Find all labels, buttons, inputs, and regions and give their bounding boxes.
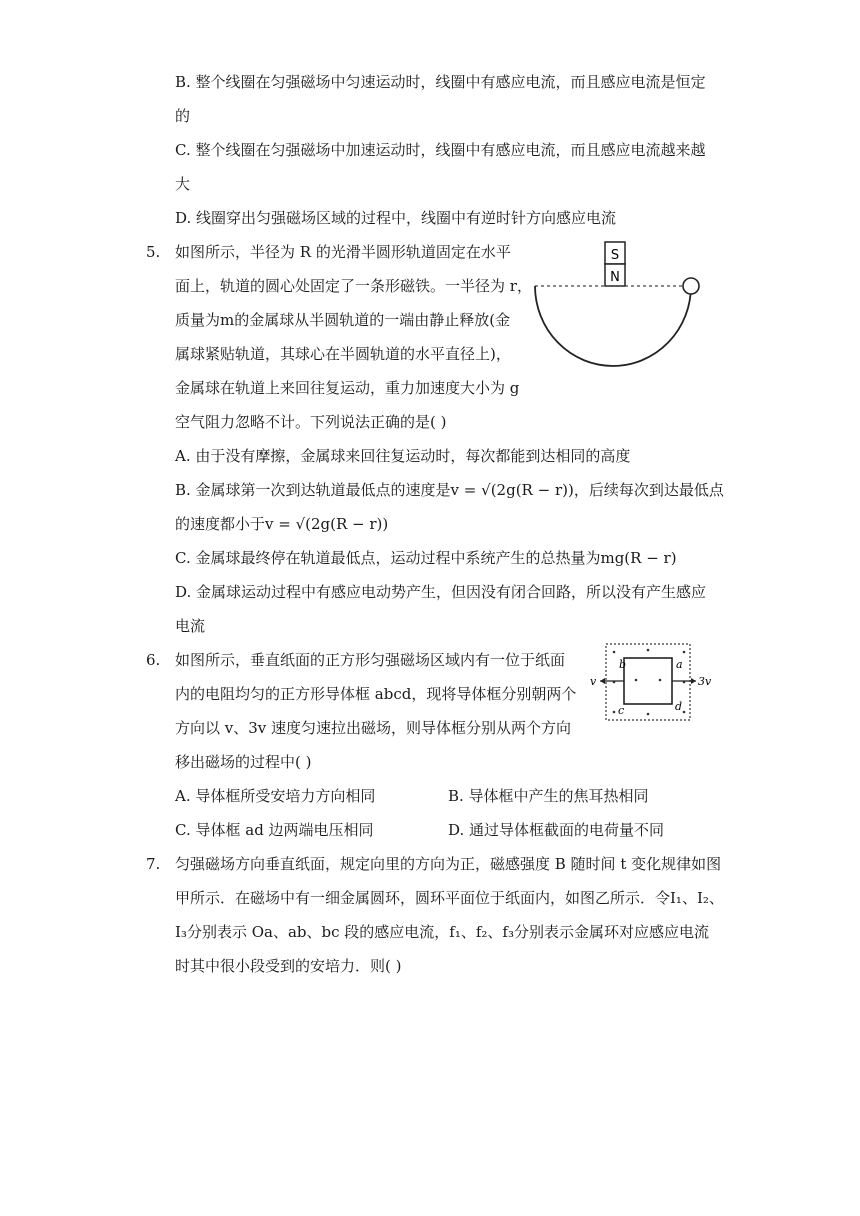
q6-stem-line-4: 移出磁场的过程中( ) — [175, 753, 312, 771]
q5-option-d-line2: 电流 — [175, 617, 206, 635]
magnet-s-label: S — [610, 248, 620, 263]
q5-track-figure — [525, 236, 715, 376]
q5-stem-line-3: 质量为m的金属球从半圆轨道的一端由静止释放(金 — [175, 311, 511, 329]
q5-option-d-line1: D. 金属球运动过程中有感应电动势产生，但因没有闭合回路，所以没有产生感应 — [175, 583, 707, 601]
q5-stem-line-1: 如图所示，半径为 R 的光滑半圆形轨道固定在水平 — [175, 243, 511, 261]
prev-option-b-line2: 的 — [175, 107, 191, 125]
frame-label-d: d — [675, 700, 683, 713]
left-speed-label: v — [590, 675, 597, 688]
q6-option-d: D. 通过导体框截面的电荷量不同 — [448, 821, 665, 839]
prev-option-c-line2: 大 — [175, 175, 191, 193]
prev-option-d: D. 线圈穿出匀强磁场区域的过程中，线圈中有逆时针方向感应电流 — [175, 209, 617, 227]
q5-stem-line-5: 金属球在轨道上来回往复运动，重力加速度大小为 g — [175, 379, 520, 397]
q5-stem-line-4: 属球紧贴轨道，其球心在半圆轨道的水平直径上)， — [175, 345, 511, 363]
prev-option-c-line1: C. 整个线圈在匀强磁场中加速运动时，线圈中有感应电流，而且感应电流越来越 — [175, 141, 706, 159]
magnet-n-label: N — [610, 270, 620, 285]
frame-label-b: b — [619, 658, 627, 671]
q7-stem-line-3: I₃分别表示 Oa、ab、bc 段的感应电流，f₁、f₂、f₃分别表示金属环对应感应电流 — [175, 923, 709, 941]
frame-label-a: a — [676, 658, 683, 671]
q5-option-a: A. 由于没有摩擦，金属球来回往复运动时，每次都能到达相同的高度 — [175, 447, 631, 465]
q6-stem-line-3: 方向以 v、3v 速度匀速拉出磁场，则导体框分别从两个方向 — [175, 719, 572, 737]
q7-stem-line-1: 匀强磁场方向垂直纸面，规定向里的方向为正，磁感强度 B 随时间 t 变化规律如图 — [175, 855, 722, 873]
q6-stem-line-2: 内的电阻均匀的正方形导体框 abcd，现将导体框分别朝两个 — [175, 685, 577, 703]
q7-stem-line-4: 时其中很小段受到的安培力．则( ) — [175, 957, 402, 975]
q5-option-c: C. 金属球最终停在轨道最低点，运动过程中系统产生的总热量为mg(R − r) — [175, 549, 677, 567]
prev-option-b-line1: B. 整个线圈在匀强磁场中匀速运动时，线圈中有感应电流，而且感应电流是恒定 — [175, 73, 706, 91]
frame-label-c: c — [618, 704, 625, 717]
q7-number: 7. — [146, 855, 161, 873]
q6-frame-figure — [588, 640, 718, 725]
q6-option-b: B. 导体框中产生的焦耳热相同 — [448, 787, 649, 805]
right-speed-label: 3v — [698, 675, 712, 688]
q5-number: 5. — [146, 243, 161, 261]
q6-option-a: A. 导体框所受安培力方向相同 — [175, 787, 376, 805]
q6-option-c: C. 导体框 ad 边两端电压相同 — [175, 821, 374, 839]
q7-stem-line-2: 甲所示．在磁场中有一细金属圆环，圆环平面位于纸面内，如图乙所示．令I₁、I₂、 — [175, 889, 724, 907]
q5-stem-line-6: 空气阻力忽略不计。下列说法正确的是( ) — [175, 413, 447, 431]
q5-option-b-line1: B. 金属球第一次到达轨道最低点的速度是v = √(2g(R − r))，后续每次到达最低点 — [175, 481, 724, 499]
q5-stem-line-2: 面上，轨道的圆心处固定了一条形磁铁。一半径为 r， — [175, 277, 532, 295]
q6-number: 6. — [146, 651, 161, 669]
q5-option-b-line2: 的速度都小于v = √(2g(R − r)) — [175, 515, 389, 533]
q6-stem-line-1: 如图所示，垂直纸面的正方形匀强磁场区域内有一位于纸面 — [175, 651, 566, 669]
